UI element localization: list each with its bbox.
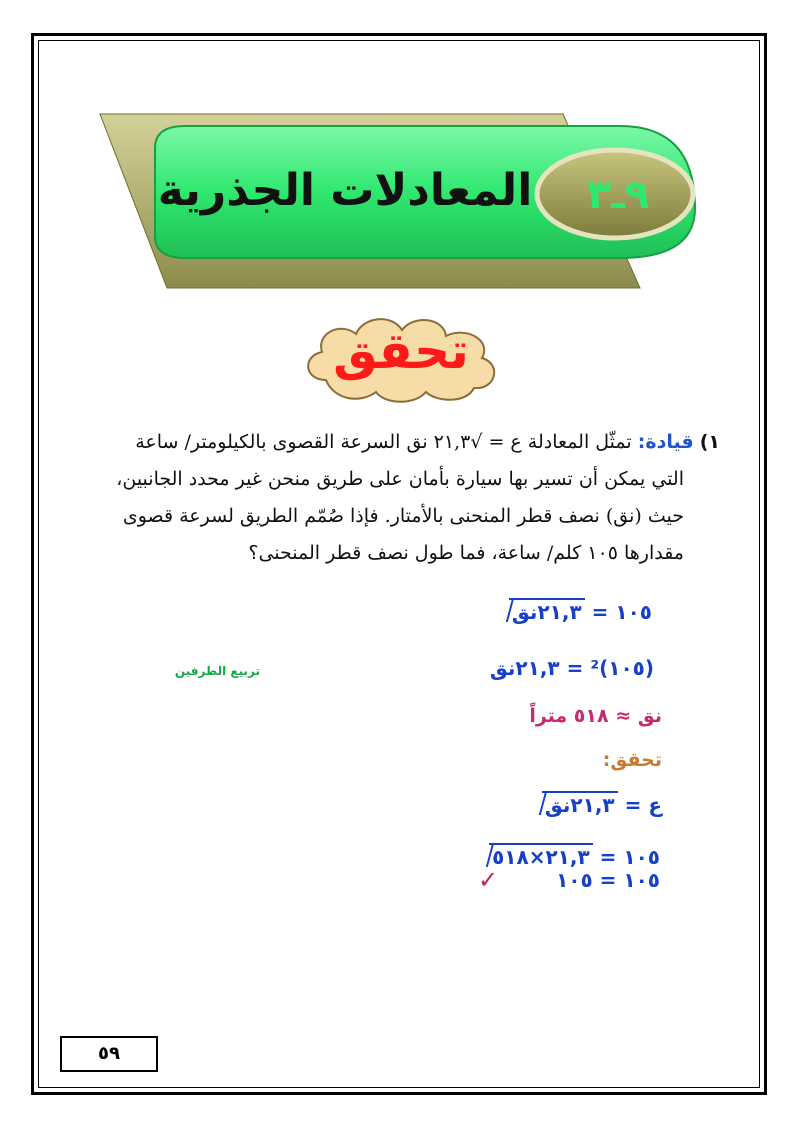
equation-4-radical: ٢١,٣×٥١٨: [489, 843, 593, 869]
problem-label: قيادة:: [637, 431, 694, 453]
chapter-number: ٩ـ٣: [586, 172, 650, 218]
problem-statement: [80, 424, 720, 572]
problem-line-4: مقدارها ١٠٥ كلم/ ساعة، فما طول نصف قطر المنحنى؟: [248, 542, 684, 564]
step-note: تربيع الطرفين: [174, 664, 260, 678]
equation-3-left: ع =: [624, 793, 662, 817]
problem-line-1: تمثّل المعادلة ع = √٢١,٣ نق السرعة القصوى بالكيلومتر/ ساعة: [135, 431, 632, 453]
problem-line-3: حيث (نق) نصف قطر المنحنى بالأمتار. فإذا صُمّم الطريق لسرعة قصوى: [122, 505, 684, 527]
problem-line-2: التي يمكن أن تسير بها سيارة بأمان على طريق منحن غير محدد الجانبين،: [116, 468, 684, 490]
problem-number: ١): [699, 431, 720, 453]
equation-4-left: ١٠٥ =: [599, 845, 660, 869]
equation-1-left: ١٠٥ =: [591, 600, 652, 624]
equation-3: [534, 793, 662, 817]
equation-5: ١٠٥ = ١٠٥: [556, 868, 660, 892]
check-mark-icon: ✓: [478, 866, 499, 894]
equation-1-radical: ٢١,٣نق: [509, 598, 585, 624]
chapter-title: المعادلات الجذرية: [157, 165, 533, 216]
equation-2: (١٠٥)² = ٢١,٣نق: [489, 656, 654, 680]
verify-heading: تحقق: [333, 322, 469, 380]
equation-3-radical: ٢١,٣نق: [542, 791, 618, 817]
result-value: نق ≈ ٥١٨ متراً: [529, 705, 662, 727]
equation-1: [501, 600, 652, 624]
verify-label: تحقق:: [602, 749, 662, 771]
equation-4: [481, 845, 660, 869]
page-number: ٥٩: [60, 1036, 158, 1072]
